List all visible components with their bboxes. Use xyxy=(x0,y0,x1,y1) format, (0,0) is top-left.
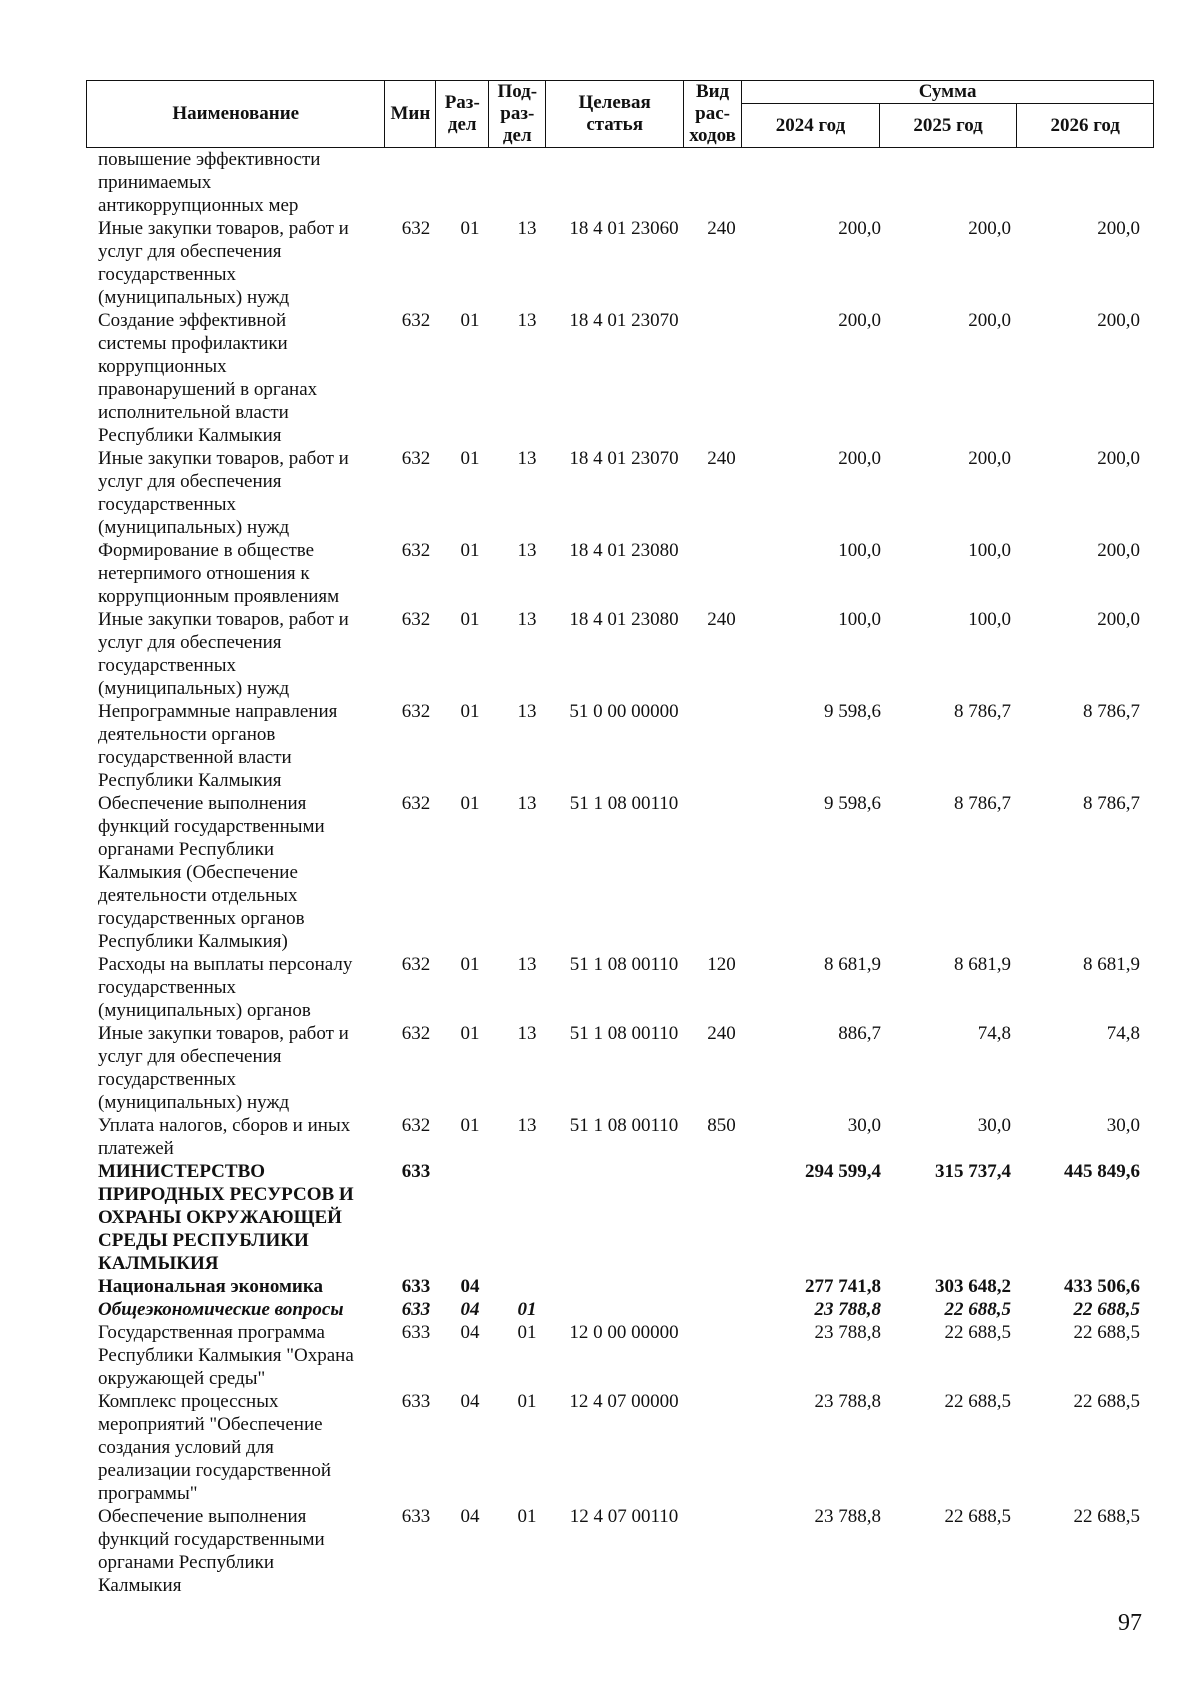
cell-s2024: 200,0 xyxy=(838,448,881,469)
cell-name: Уплата налогов, сборов и иных платежей xyxy=(98,1115,351,1159)
table-row xyxy=(86,792,1154,953)
cell-razdel: 01 xyxy=(460,954,480,975)
header-year-2025: 2025 год xyxy=(879,104,1017,148)
cell-razdel: 01 xyxy=(460,701,480,722)
cell-podrazdel: 13 xyxy=(517,540,537,561)
cell-podrazdel: 01 xyxy=(517,1322,537,1343)
cell-name: Расходы на выплаты персоналу государственных (муниципальных) органов xyxy=(98,954,353,1021)
cell-razdel: 04 xyxy=(460,1276,480,1297)
cell-name: Иные закупки товаров, работ и услуг для обеспечения государственных (муниципальных) нужд xyxy=(98,609,349,699)
header-summa: Сумма xyxy=(742,81,1154,104)
cell-min: 633 xyxy=(401,1299,431,1320)
cell-name: Формирование в обществе нетерпимого отношения к коррупционным проявлениям xyxy=(98,540,340,607)
cell-s2025: 74,8 xyxy=(977,1023,1011,1044)
cell-vid xyxy=(694,539,749,608)
cell-s2024: 200,0 xyxy=(838,310,881,331)
cell-s2026: 200,0 xyxy=(1097,609,1140,630)
cell-razdel: 01 xyxy=(460,609,480,630)
table-row xyxy=(86,608,1154,700)
cell-s2026: 22 688,5 xyxy=(1073,1299,1140,1320)
cell-s2026: 200,0 xyxy=(1097,310,1140,331)
cell-s2024: 100,0 xyxy=(838,609,881,630)
cell-name: Иные закупки товаров, работ и услуг для обеспечения государственных (муниципальных) нужд xyxy=(98,218,349,308)
cell-vid xyxy=(694,792,749,953)
table-row xyxy=(86,1390,1154,1505)
cell-s2025: 8 681,9 xyxy=(954,954,1011,975)
cell-min: 632 xyxy=(401,218,431,239)
cell-s2026: 8 681,9 xyxy=(1083,954,1140,975)
cell-celevaya xyxy=(554,1275,694,1298)
cell-razdel: 01 xyxy=(460,448,480,469)
cell-s2026: 22 688,5 xyxy=(1073,1322,1140,1343)
cell-razdel: 04 xyxy=(460,1322,480,1343)
cell-s2024: 200,0 xyxy=(838,218,881,239)
table-row xyxy=(86,1275,1154,1298)
cell-vid xyxy=(694,309,749,447)
cell-name: МИНИСТЕРСТВО ПРИРОДНЫХ РЕСУРСОВ И ОХРАНЫ ОКРУЖАЮЩЕЙ СРЕДЫ РЕСПУБЛИКИ КАЛМЫКИЯ xyxy=(98,1161,354,1274)
cell-name: Обеспечение выполнения функций государственными органами Республики Калмыкия (Обеспечение деятельности отдельных государственных органов Республики Калмыкия) xyxy=(98,793,325,952)
cell-podrazdel xyxy=(500,1275,554,1298)
cell-podrazdel: 13 xyxy=(517,954,537,975)
table-row xyxy=(86,539,1154,608)
cell-podrazdel: 01 xyxy=(517,1506,537,1527)
table-row xyxy=(86,700,1154,792)
cell-podrazdel: 13 xyxy=(517,310,537,331)
cell-s2025: 22 688,5 xyxy=(944,1299,1011,1320)
cell-s2026: 200,0 xyxy=(1097,448,1140,469)
cell-vid xyxy=(694,1390,749,1505)
cell-podrazdel: 13 xyxy=(517,1115,537,1136)
header-year-2024: 2024 год xyxy=(742,104,880,148)
cell-s2024: 30,0 xyxy=(847,1115,881,1136)
table-row xyxy=(86,953,1154,1022)
table-row xyxy=(86,1160,1154,1275)
cell-name: Непрограммные направления деятельности органов государственной власти Республики Калмыкия xyxy=(98,701,338,791)
cell-podrazdel: 01 xyxy=(517,1299,537,1320)
cell-razdel: 04 xyxy=(460,1391,480,1412)
cell-name: повышение эффективности принимаемых антикоррупционных мер xyxy=(98,149,321,216)
cell-s2025: 100,0 xyxy=(968,540,1011,561)
cell-s2025: 303 648,2 xyxy=(935,1276,1011,1297)
cell-razdel xyxy=(440,1160,500,1275)
cell-s2024: 100,0 xyxy=(838,540,881,561)
cell-razdel: 04 xyxy=(460,1299,480,1320)
cell-vid: 240 xyxy=(707,609,736,630)
table-header xyxy=(86,80,1154,148)
cell-podrazdel: 01 xyxy=(517,1391,537,1412)
budget-table-page xyxy=(86,80,1154,1597)
cell-podrazdel: 13 xyxy=(517,609,537,630)
table-row xyxy=(86,1321,1154,1390)
cell-vid: 850 xyxy=(707,1115,736,1136)
cell-min: 633 xyxy=(401,1276,431,1297)
cell-min: 633 xyxy=(401,1161,431,1182)
header-year-2026: 2026 год xyxy=(1017,104,1154,148)
cell-s2025: 8 786,7 xyxy=(954,793,1011,814)
cell-vid xyxy=(694,700,749,792)
cell-s2025: 22 688,5 xyxy=(944,1322,1011,1343)
cell-min: 632 xyxy=(401,540,431,561)
cell-celevaya: 18 4 01 23080 xyxy=(569,540,679,561)
cell-podrazdel: 13 xyxy=(517,218,537,239)
cell-s2025: 200,0 xyxy=(968,218,1011,239)
header-celevaya: Целевая статья xyxy=(546,81,684,148)
cell-s2025: 200,0 xyxy=(968,310,1011,331)
cell-celevaya: 51 1 08 00110 xyxy=(569,1115,679,1136)
header-min: Мин xyxy=(385,81,436,148)
table-row xyxy=(86,309,1154,447)
cell-s2025 xyxy=(889,148,1017,217)
cell-s2024 xyxy=(749,148,889,217)
cell-podrazdel: 13 xyxy=(517,793,537,814)
header-vid: Вид рас- ходов xyxy=(683,81,741,148)
cell-vid xyxy=(694,1275,749,1298)
cell-name: Обеспечение выполнения функций государственными органами Республики Калмыкия xyxy=(98,1506,325,1596)
table-row xyxy=(86,1505,1154,1597)
cell-vid xyxy=(694,1505,749,1597)
cell-s2026: 74,8 xyxy=(1106,1023,1140,1044)
table-row xyxy=(86,217,1154,309)
cell-s2026: 433 506,6 xyxy=(1064,1276,1140,1297)
cell-s2026: 22 688,5 xyxy=(1073,1391,1140,1412)
table-row xyxy=(86,447,1154,539)
cell-min: 632 xyxy=(401,1023,431,1044)
cell-vid: 240 xyxy=(707,1023,736,1044)
cell-podrazdel: 13 xyxy=(517,701,537,722)
cell-razdel: 01 xyxy=(460,1115,480,1136)
cell-min: 632 xyxy=(401,701,431,722)
cell-min: 632 xyxy=(401,954,431,975)
cell-s2025: 100,0 xyxy=(968,609,1011,630)
cell-s2026: 8 786,7 xyxy=(1083,701,1140,722)
cell-celevaya: 51 1 08 00110 xyxy=(569,1023,679,1044)
cell-s2025: 22 688,5 xyxy=(944,1506,1011,1527)
cell-s2026: 30,0 xyxy=(1106,1115,1140,1136)
cell-vid: 120 xyxy=(707,954,736,975)
cell-name: Государственная программа Республики Калмыкия "Охрана окружающей среды" xyxy=(98,1322,354,1389)
cell-razdel: 01 xyxy=(460,540,480,561)
cell-s2024: 886,7 xyxy=(838,1023,881,1044)
cell-s2025: 30,0 xyxy=(977,1115,1011,1136)
cell-s2026: 445 849,6 xyxy=(1064,1161,1140,1182)
cell-s2026: 22 688,5 xyxy=(1073,1506,1140,1527)
cell-podrazdel xyxy=(500,1160,554,1275)
cell-s2024: 8 681,9 xyxy=(824,954,881,975)
cell-s2026: 200,0 xyxy=(1097,218,1140,239)
cell-name: Иные закупки товаров, работ и услуг для обеспечения государственных (муниципальных) нужд xyxy=(98,448,349,538)
cell-min xyxy=(392,148,440,217)
cell-vid: 240 xyxy=(707,448,736,469)
cell-vid xyxy=(694,1160,749,1275)
table-row xyxy=(86,1114,1154,1160)
cell-razdel: 01 xyxy=(460,310,480,331)
cell-podrazdel: 13 xyxy=(517,1023,537,1044)
cell-vid: 240 xyxy=(707,218,736,239)
cell-celevaya: 12 4 07 00000 xyxy=(569,1391,679,1412)
cell-s2024: 23 788,8 xyxy=(814,1391,881,1412)
cell-s2025: 200,0 xyxy=(968,448,1011,469)
cell-name: Комплекс процессных мероприятий "Обеспечение создания условий для реализации государственной программы" xyxy=(98,1391,332,1504)
cell-s2024: 277 741,8 xyxy=(805,1276,881,1297)
cell-name: Общеэкономические вопросы xyxy=(98,1299,344,1320)
cell-celevaya: 12 4 07 00110 xyxy=(569,1506,679,1527)
table-row xyxy=(86,148,1154,217)
cell-celevaya: 51 1 08 00110 xyxy=(569,954,679,975)
cell-s2026: 8 786,7 xyxy=(1083,793,1140,814)
cell-s2024: 23 788,8 xyxy=(814,1506,881,1527)
page-number: 97 xyxy=(1118,1610,1142,1636)
cell-min: 632 xyxy=(401,793,431,814)
cell-s2024: 23 788,8 xyxy=(814,1322,881,1343)
cell-celevaya xyxy=(554,1160,694,1275)
cell-celevaya: 18 4 01 23070 xyxy=(569,310,679,331)
cell-razdel: 01 xyxy=(460,1023,480,1044)
cell-razdel: 01 xyxy=(460,793,480,814)
cell-min: 633 xyxy=(401,1322,431,1343)
cell-vid xyxy=(694,1321,749,1390)
cell-s2025: 22 688,5 xyxy=(944,1391,1011,1412)
cell-celevaya xyxy=(554,148,694,217)
cell-s2024: 294 599,4 xyxy=(805,1161,881,1182)
cell-celevaya: 18 4 01 23080 xyxy=(569,609,679,630)
cell-name: Иные закупки товаров, работ и услуг для обеспечения государственных (муниципальных) нужд xyxy=(98,1023,349,1113)
cell-razdel xyxy=(440,148,500,217)
cell-celevaya: 18 4 01 23070 xyxy=(569,448,679,469)
cell-min: 632 xyxy=(401,1115,431,1136)
cell-s2024: 23 788,8 xyxy=(814,1299,881,1320)
cell-podrazdel xyxy=(500,148,554,217)
header-name: Наименование xyxy=(87,81,385,148)
cell-celevaya: 51 1 08 00110 xyxy=(569,793,679,814)
cell-name: Национальная экономика xyxy=(98,1276,324,1297)
cell-min: 632 xyxy=(401,609,431,630)
cell-s2024: 9 598,6 xyxy=(824,701,881,722)
cell-s2025: 8 786,7 xyxy=(954,701,1011,722)
cell-s2024: 9 598,6 xyxy=(824,793,881,814)
cell-s2026 xyxy=(1017,148,1146,217)
cell-razdel: 01 xyxy=(460,218,480,239)
cell-min: 632 xyxy=(401,310,431,331)
cell-name: Создание эффективной системы профилактики коррупционных правонарушений в органах исполнительной власти Республики Калмыкия xyxy=(98,310,318,446)
table-row xyxy=(86,1022,1154,1114)
cell-min: 633 xyxy=(401,1506,431,1527)
cell-s2025: 315 737,4 xyxy=(935,1161,1011,1182)
header-razdel: Раз- дел xyxy=(436,81,489,148)
cell-vid xyxy=(694,148,749,217)
cell-celevaya: 51 0 00 00000 xyxy=(569,701,679,722)
cell-podrazdel: 13 xyxy=(517,448,537,469)
cell-min: 632 xyxy=(401,448,431,469)
cell-s2026: 200,0 xyxy=(1097,540,1140,561)
table-body xyxy=(86,148,1154,1597)
cell-min: 633 xyxy=(401,1391,431,1412)
cell-celevaya: 12 0 00 00000 xyxy=(569,1322,679,1343)
table-row xyxy=(86,1298,1154,1321)
header-podrazdel: Под- раз- дел xyxy=(489,81,546,148)
cell-vid xyxy=(694,1298,749,1321)
cell-celevaya xyxy=(554,1298,694,1321)
cell-razdel: 04 xyxy=(460,1506,480,1527)
cell-celevaya: 18 4 01 23060 xyxy=(569,218,679,239)
